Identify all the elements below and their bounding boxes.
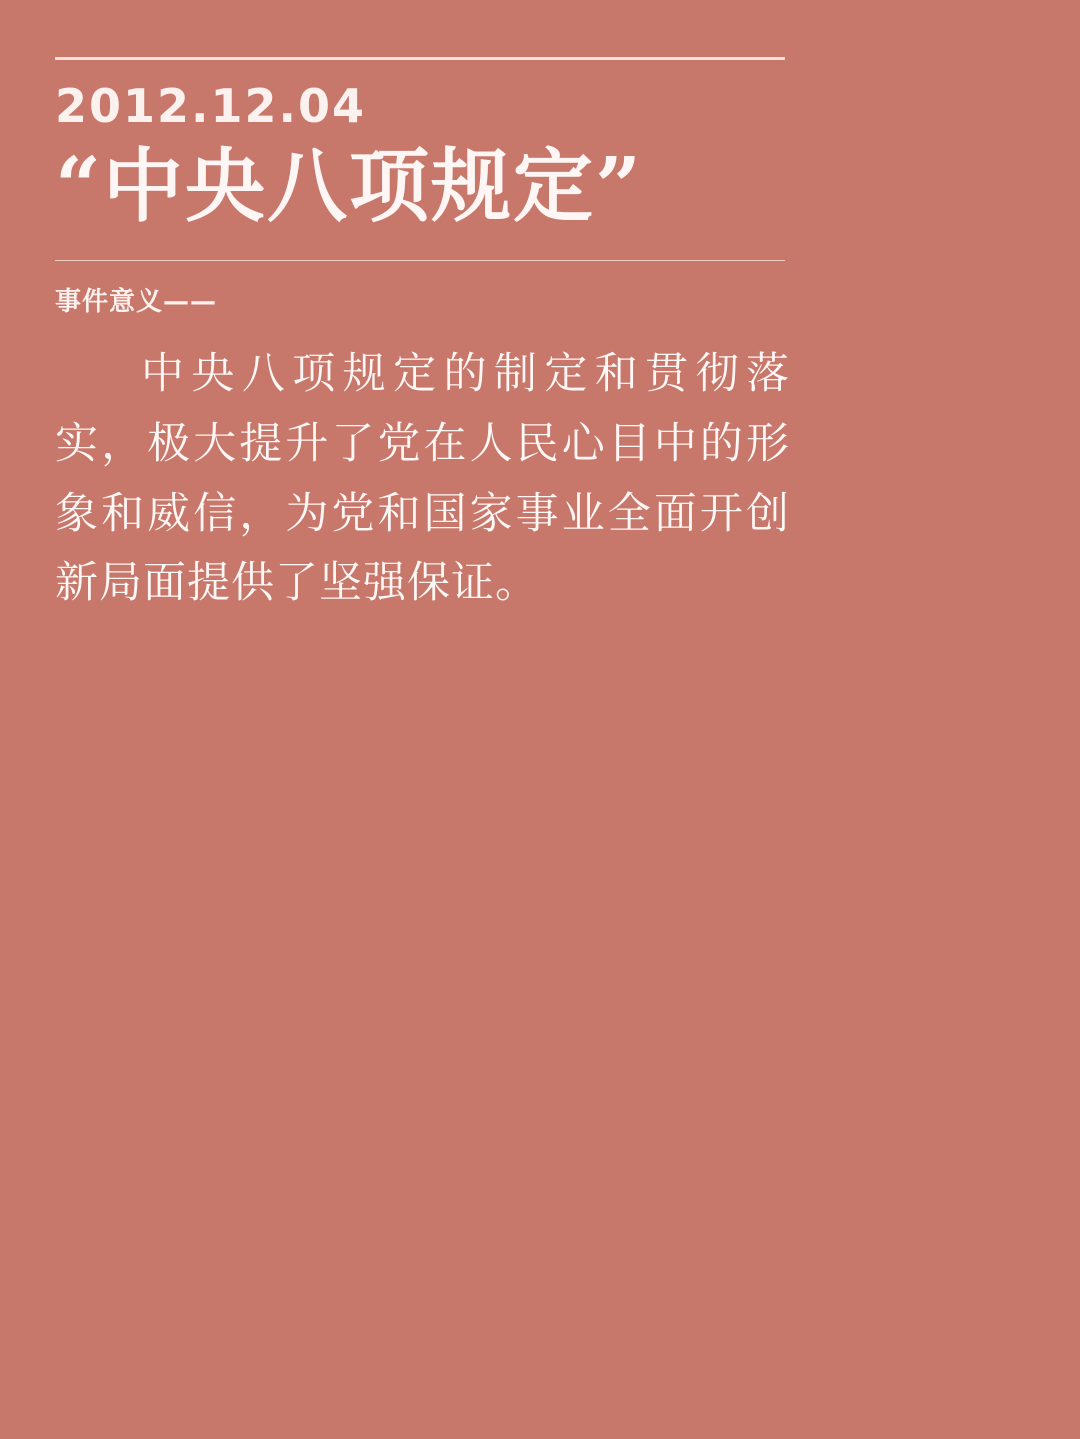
section-label: 事件意义—— [55,287,218,318]
page-title: “中央八项规定” [55,139,644,234]
content-column [55,0,790,619]
section-body: 中央八项规定的制定和贯彻落实，极大提升了党在人民心目中的形象和威信，为党和国家事业全面开创新局面提供了坚强保证。 [55,349,790,609]
event-date: 2012.12.04 [55,79,367,133]
middle-divider [55,260,785,261]
top-divider [55,57,785,60]
